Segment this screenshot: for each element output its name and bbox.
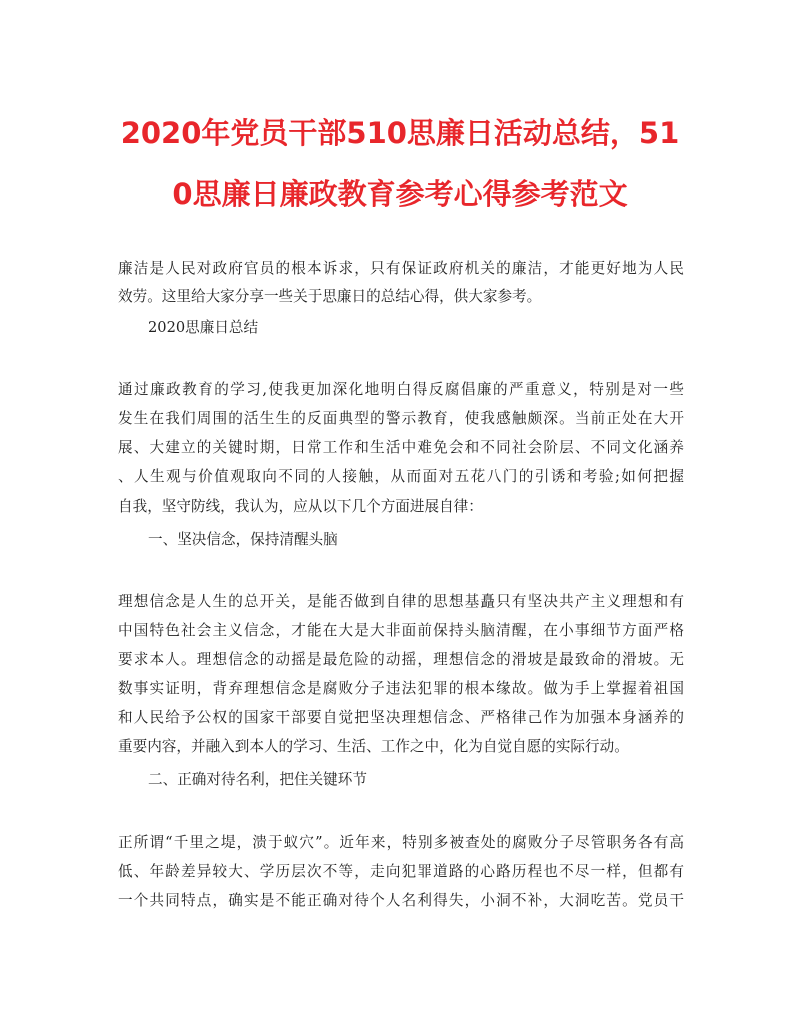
paragraph-line: 数事实证明，背弃理想信念是腐败分子违法犯罪的根本缘故。做为手上掌握着祖国 [118, 680, 684, 697]
paragraph-line: 要求本人。理想信念的动摇是最危险的动摇，理想信念的滑坡是最致命的滑坡。无 [118, 651, 684, 668]
paragraph-line: 和人民给予公权的国家干部要自觉把坚决理想信念、严格律己作为加强本身涵养的 [118, 709, 684, 726]
paragraph-line: 发生在我们周围的活生生的反面典型的警示教育，使我感触颇深。当前正处在大开 [118, 410, 684, 427]
paragraph-line: 低、年龄差异较大、学历层次不等，走向犯罪道路的心路历程也不尽一样，但都有 [118, 863, 684, 880]
intro-line: 廉洁是人民对政府官员的根本诉求，只有保证政府机关的廉洁，才能更好地为人民 [118, 260, 684, 277]
document-title-line-2: 0思廉日廉政教育参考心得参考范文 [172, 177, 628, 211]
subheading: 二、正确对待名利，把住关键环节 [148, 771, 367, 788]
paragraph-line: 一个共同特点，确实是不能正确对待个人名利得失，小洞不补，大洞吃苦。党员干 [118, 892, 684, 909]
paragraph-line: 正所谓“千里之堤，溃于蚁穴”。近年来，特别多被查处的腐败分子尽管职务各有高 [118, 834, 684, 851]
document-title-line-1: 2020年党员干部510思廉日活动总结，51 [120, 116, 680, 150]
intro-line: 效劳。这里给大家分享一些关于思廉日的总结心得，供大家参考。 [118, 288, 542, 305]
paragraph-line: 自我，坚守防线，我认为，应从以下几个方面进展自律： [118, 498, 483, 515]
paragraph-line: 理想信念是人生的总开关，是能否做到自律的思想基矗只有坚决共产主义理想和有 [118, 593, 684, 610]
paragraph-line: 中国特色社会主义信念，才能在大是大非面前保持头脑清醒，在小事细节方面严格 [118, 622, 684, 639]
paragraph-line: 重要内容，并融入到本人的学习、生活、工作之中，化为自觉自愿的实际行动。 [118, 738, 629, 755]
paragraph-line: 、人生观与价值观取向不同的人接触，从而面对五花八门的引诱和考验;如何把握 [118, 468, 684, 485]
section-title: 2020思廉日总结 [148, 319, 259, 336]
paragraph-line: 展、大建立的关键时期，日常工作和生活中难免会和不同社会阶层、不同文化涵养 [118, 439, 684, 456]
subheading: 一、坚决信念，保持清醒头脑 [148, 531, 338, 548]
paragraph-line: 通过廉政教育的学习,使我更加深化地明白得反腐倡廉的严重意义，特别是对一些 [118, 381, 684, 398]
